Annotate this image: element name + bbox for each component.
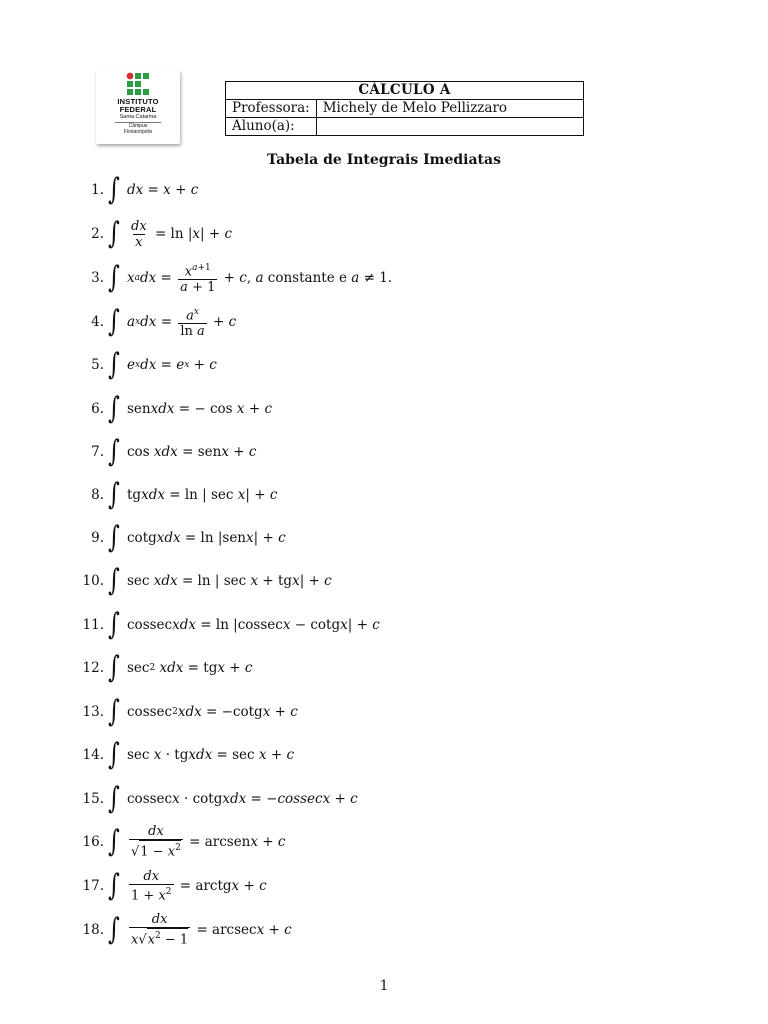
- page-title: Tabela de Integrais Imediatas: [267, 152, 501, 168]
- formula-number: 11.: [82, 617, 104, 633]
- formula-expression: cossec xdx = ln |cossec x − cotg x | + c: [127, 617, 380, 633]
- formula-expression: $\frac{dx}{√1 - x^2}$ = arcsen x + c: [131, 824, 286, 860]
- formula-number: 18.: [82, 922, 104, 938]
- formula-number: 13.: [82, 704, 104, 720]
- integral-sign-icon: ∫: [108, 172, 120, 207]
- integral-sign-icon: ∫: [108, 347, 120, 382]
- teacher-label: Professora:: [226, 100, 317, 118]
- page-number: 1: [379, 978, 389, 994]
- student-name-field: [316, 118, 583, 136]
- formula-12: [0, 648, 700, 688]
- integral-sign-icon: ∫: [108, 434, 120, 469]
- integral-sign-icon: ∫: [108, 868, 120, 903]
- formula-expression: $\frac{dx}{1 + x^2}$ = arctg x + c: [131, 868, 267, 904]
- formula-9: [0, 518, 700, 558]
- integral-sign-icon: ∫: [108, 304, 120, 339]
- formula-14: [0, 735, 700, 775]
- formula-number: 12.: [82, 660, 104, 676]
- integral-sign-icon: ∫: [108, 477, 120, 512]
- formula-expression: cos xdx = sen x + c: [127, 444, 257, 460]
- formula-18: [0, 910, 700, 950]
- formula-number: 7.: [91, 444, 104, 460]
- formula-4: [0, 302, 700, 342]
- integral-sign-icon: ∫: [108, 650, 120, 685]
- formula-expression: dx = x + c: [127, 182, 199, 198]
- course-title: CÁLCULO A: [226, 82, 584, 100]
- formula-expression: e x dx = e x + c: [127, 357, 217, 373]
- formula-1: [0, 170, 700, 210]
- formula-number: 3.: [91, 270, 104, 286]
- formula-3: [0, 258, 700, 298]
- integral-sign-icon: ∫: [108, 260, 120, 295]
- formula-expression: cotg xdx = ln |sen x | + c: [127, 530, 286, 546]
- logo-line-instituto: INSTITUTO: [117, 97, 159, 106]
- formula-number: 8.: [91, 487, 104, 503]
- formula-expression: cossec 2 xdx = −cotg x + c: [127, 704, 298, 720]
- formula-expression: $\frac{dx}{x}$ = ln | x | + c: [131, 218, 233, 250]
- formula-number: 1.: [91, 182, 104, 198]
- formula-expression: sec 2 xdx = tg x + c: [127, 660, 253, 676]
- header-table: [225, 81, 584, 136]
- formula-number: 15.: [82, 791, 104, 807]
- formula-7: [0, 432, 700, 472]
- teacher-name: Michely de Melo Pellizzaro: [316, 100, 583, 118]
- logo-mark-icon: [126, 72, 150, 98]
- integral-sign-icon: ∫: [108, 520, 120, 555]
- formula-number: 2.: [91, 226, 104, 242]
- logo-line-federal: FEDERAL: [119, 105, 157, 114]
- formula-number: 14.: [82, 747, 104, 763]
- integral-sign-icon: ∫: [108, 824, 120, 859]
- formula-13: [0, 692, 700, 732]
- integral-sign-icon: ∫: [108, 391, 120, 426]
- integral-sign-icon: ∫: [108, 781, 120, 816]
- institute-logo: [96, 70, 180, 144]
- logo-line-state: Santa Catarina: [119, 114, 157, 120]
- formula-expression: sen xdx = − cos x + c: [127, 401, 272, 417]
- integral-sign-icon: ∫: [108, 563, 120, 598]
- formula-expression: $\frac{dx}{x√x^2 - 1}$ = arcsec x + c: [131, 912, 292, 948]
- formula-15: [0, 779, 700, 819]
- integral-sign-icon: ∫: [108, 694, 120, 729]
- formula-10: [0, 561, 700, 601]
- formula-number: 17.: [82, 878, 104, 894]
- integral-sign-icon: ∫: [108, 912, 120, 947]
- formula-expression: sec x · tg xdx = sec x + c: [127, 747, 294, 763]
- formula-number: 9.: [91, 530, 104, 546]
- integral-sign-icon: ∫: [108, 607, 120, 642]
- formula-number: 6.: [91, 401, 104, 417]
- integral-sign-icon: ∫: [108, 216, 120, 251]
- formula-expression: a x dx = $\frac{a^x}{\text{ln a}}$ + c: [127, 306, 237, 340]
- logo-line-city: Florianópolis: [123, 128, 153, 135]
- formula-expression: x a dx = $\frac{x^{a+1}}{a + 1}$ + c , a constante e a ≠ 1.: [127, 262, 393, 296]
- integral-sign-icon: ∫: [108, 737, 120, 772]
- formula-number: 16.: [82, 834, 104, 850]
- formula-2: [0, 214, 700, 254]
- formula-16: [0, 822, 700, 862]
- formula-expression: cossec x · cotg xdx = − cossecx + c: [127, 791, 358, 807]
- student-label: Aluno(a):: [226, 118, 317, 136]
- formula-11: [0, 605, 700, 645]
- formula-17: [0, 866, 700, 906]
- formula-6: [0, 389, 700, 429]
- formula-expression: sec xdx = ln | sec x + tg x | + c: [127, 573, 332, 589]
- formula-number: 5.: [91, 357, 104, 373]
- formula-5: [0, 345, 700, 385]
- logo-line-campus: Câmpus: [128, 123, 148, 129]
- formula-number: 10.: [82, 573, 104, 589]
- formula-8: [0, 475, 700, 515]
- formula-number: 4.: [91, 314, 104, 330]
- formula-expression: tg xdx = ln | sec x | + c: [127, 487, 278, 503]
